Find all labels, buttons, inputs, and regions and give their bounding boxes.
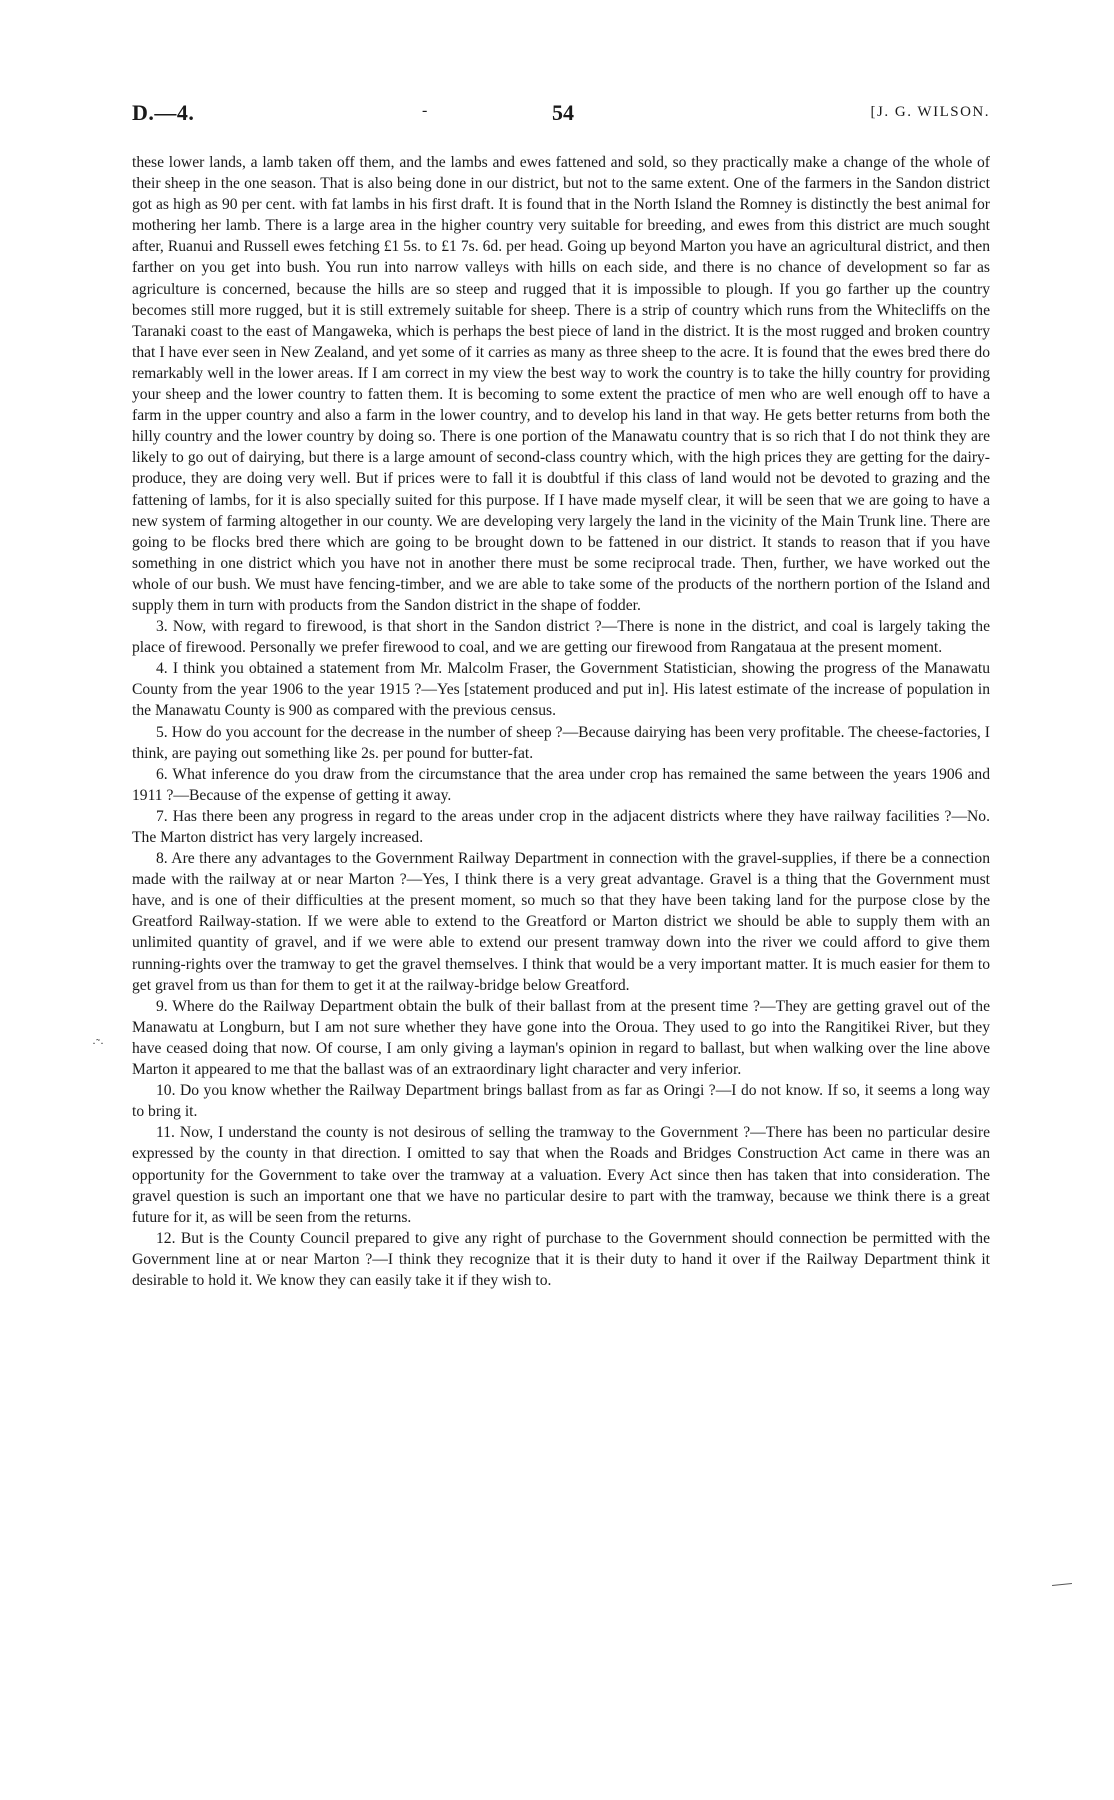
body-text	[132, 152, 990, 1291]
page-number: 54	[552, 100, 574, 125]
paragraph: 10. Do you know whether the Railway Department brings ballast from as far as Oringi ?—I do not know. If so, it seems a long way to bring it.	[132, 1082, 990, 1121]
paragraph: 7. Has there been any progress in regard to the areas under crop in the adjacent districts where they have railway facilities ?—No. The Marton district has very largely increased.	[132, 807, 990, 846]
paragraph: 3. Now, with regard to firewood, is that short in the Sandon district ?—There is none in the district, and coal is largely taking the place of firewood. Personally we prefer firewood to coal, and we are getting our firewood from Rangataua at the present moment.	[132, 618, 990, 657]
margin-dash-mark	[1052, 1583, 1072, 1586]
paragraph: 5. How do you account for the decrease in the number of sheep ?—Because dairying has been very profitable. The cheese-factories, I think, are paying out something like 2s. per pound for butter-fat.	[132, 723, 990, 762]
paragraph: 8. Are there any advantages to the Government Railway Department in connection with the gravel-supplies, if there be a connection made with the railway at or near Marton ?—Yes, I think there is a very great advantage. Gravel is a thing that the Government must have, and is one of their difficulties at the present moment, so much so that they have been taking land for the purpose close by the Greatford Railway-station. If we were able to extend to the Greatford or Marton district we should be able to supply them with an unlimited quantity of gravel, and if we were able to extend our present tramway down into the river we could afford to give them running-rights over the tramway to get the gravel themselves. I think that would be a very important matter. It is much easier for them to get gravel from us than for them to get it at the railway-bridge below Greatford.	[132, 850, 990, 994]
margin-mark: ·˜·	[92, 1036, 104, 1050]
paragraph: these lower lands, a lamb taken off them, and the lambs and ewes fattened and sold, so they practically make a change of the whole of their sheep in the one season. That is also being done in our district, but not to the same extent. One of the farmers in the Sandon district got as high as 90 per cent. with fat lambs in his first draft. It is found that in the North Island the Romney is distinctly the best animal for mothering her lamb. There is a large area in the higher country very suitable for breeding, and ewes from this district are much sought after, Ruanui and Russell ewes fetching £1 5s. to £1 7s. 6d. per head. Going up beyond Marton you have an agricultural district, and then farther on you get into bush. You run into narrow valleys with hills on each side, and there is no chance of development so far as agriculture is concerned, because the hills are so steep and rugged that it is impossible to plough. If you go farther up the country becomes still more rugged, but it is still extremely suitable for sheep. There is a strip of country which runs from the Whitecliffs on the Taranaki coast to the east of Mangaweka, which is perhaps the best piece of land in the district. It is the most rugged and broken country that I have ever seen in New Zealand, and yet some of it carries as many as three sheep to the acre. It is found that the ewes bred there do remarkably well in the lower areas. If I am correct in my view the best way to work the country is to take the hilly country for providing your sheep and the lower country to fatten them. It is becoming to some extent the practice of men who are well enough off to have a farm in the upper country and also a farm in the lower country, and to develop his land in that way. He gets better returns from both the hilly country and the lower country by doing so. There is one portion of the Manawatu country that is so rich that I do not think they are likely to go out of dairying, but there is a large amount of second-class country which, with the high prices they are getting for the dairy-produce, they are doing very well. But if prices were to fall it is doubtful if this class of land would not be devoted to grazing and the fattening of lambs, for it is also specially suited for this purpose. If I have made myself clear, it will be seen that we are going to have a new system of farming altogether in our county. We are developing very largely the land in the vicinity of the Main Trunk line. There are going to be flocks bred there which are going to be brought down to be fattened in our district. It stands to reason that if you have something in one district which you have not in another there must be some reciprocal trade. Then, further, we have worked out the whole of our bush. We must have fencing-timber, and we are able to take some of the products of the northern portion of the Island and supply them in turn with products from the Sandon district in the shape of fodder.	[132, 154, 990, 614]
paragraph: 11. Now, I understand the county is not desirous of selling the tramway to the Government ?—There has been no particular desire expressed by the county in that direction. I omitted to say that when the Roads and Bridges Construction Act came in there was an opportunity for the Government to take over the tramway at a valuation. Every Act since then has taken that into consideration. The gravel question is such an important one that we have no particular desire to part with the tramway, because we think there is a great future for it, as will be seen from the returns.	[132, 1124, 990, 1226]
witness-name: [J. G. WILSON.	[870, 104, 990, 120]
paragraph: 12. But is the County Council prepared to give any right of purchase to the Government should connection be permitted with the Government line at or near Marton ?—I think they recognize that it is their duty to hand it over if the Railway Department think it desirable to hold it. We know they can easily take it if they wish to.	[132, 1229, 990, 1289]
header-dash: -	[422, 102, 428, 119]
document-reference: D.—4.	[132, 100, 195, 125]
paragraph: 6. What inference do you draw from the circumstance that the area under crop has remained the same between the years 1906 and 1911 ?—Because of the expense of getting it away.	[132, 765, 990, 804]
paragraph: 9. Where do the Railway Department obtain the bulk of their ballast from at the present time ?—They are getting gravel out of the Manawatu at Longburn, but I am not sure whether they have gone into the Oroua. They used to go into the Rangitikei River, but they have ceased doing that now. Of course, I am only giving a layman's opinion in regard to ballast, but when walking over the line above Marton it appeared to me that the ballast was of an extraordinary light character and very inferior.	[132, 997, 990, 1079]
page-header	[132, 100, 990, 130]
paragraph: 4. I think you obtained a statement from Mr. Malcolm Fraser, the Government Statistician, showing the progress of the Manawatu County from the year 1906 to the year 1915 ?—Yes [statement produced and put in]. His latest estimate of the increase of population in the Manawatu County is 900 as compared with the previous census.	[132, 660, 990, 720]
